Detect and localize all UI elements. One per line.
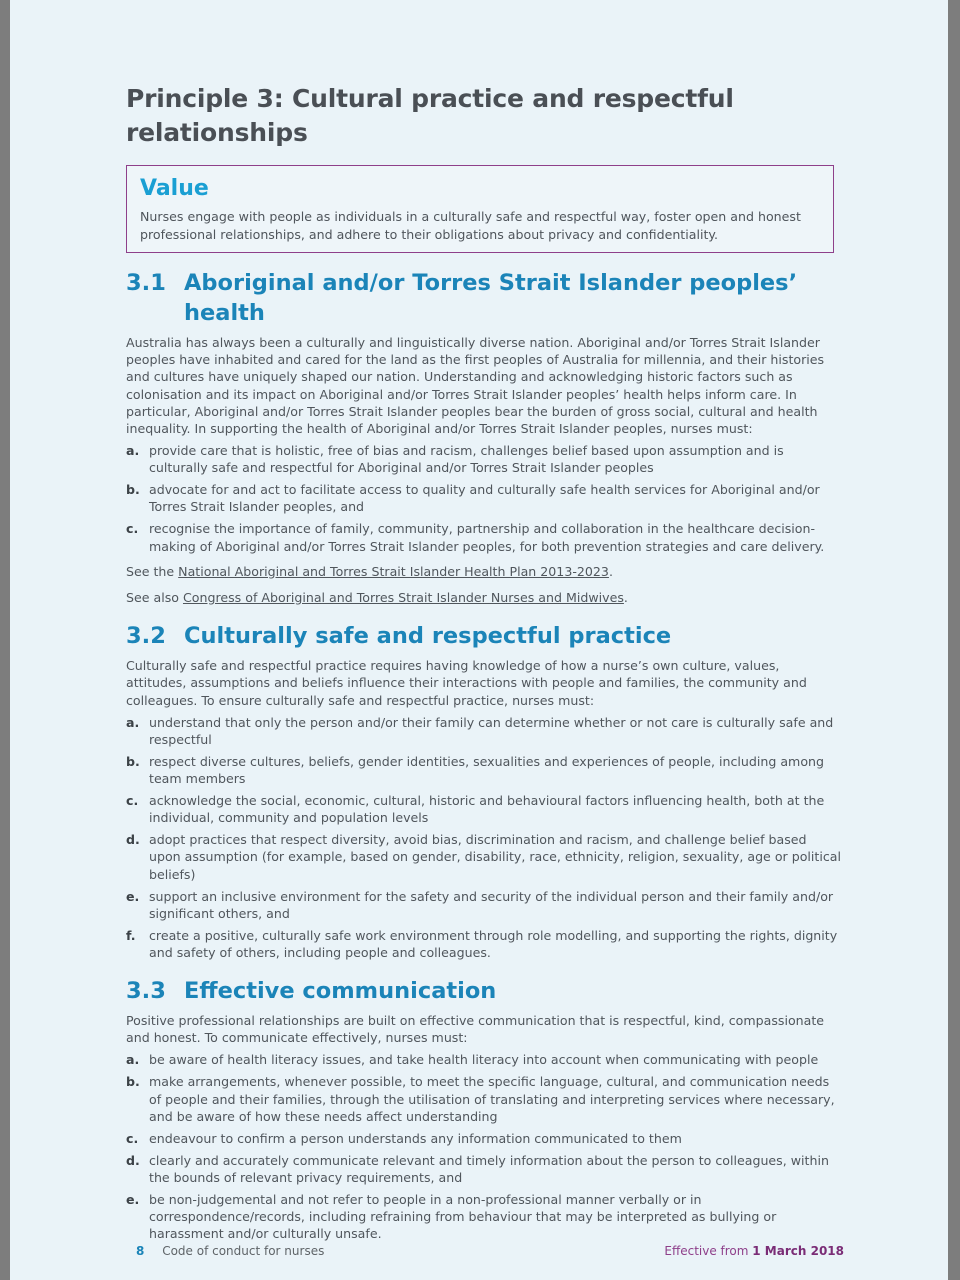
list-text: recognise the importance of family, community, partnership and collaboration in the healthcare decision-making of Aboriginal and/or Torres Strait Islander peoples, for both prevention strategies and care delivery. (149, 521, 825, 554)
section-3-3-heading (126, 976, 842, 1006)
list-item (126, 831, 842, 883)
list-item (126, 481, 842, 515)
list-item (126, 1051, 842, 1068)
see-suffix: . (623, 590, 628, 606)
list-letter: b. (126, 1074, 140, 1090)
list-item (126, 1191, 842, 1243)
list-letter: e. (126, 1192, 140, 1208)
section-3-3-intro: Positive professional relationships are built on effective communication that is respectful, kind, compassionate and honest. To communicate effectively, nurses must: (126, 1013, 825, 1046)
list-item (126, 442, 842, 476)
value-box (126, 165, 834, 253)
list-text: endeavour to confirm a person understands any information communicated to them (149, 1130, 682, 1146)
page-number: 8 (136, 1244, 145, 1258)
health-plan-link[interactable]: National Aboriginal and Torres Strait Islander Health Plan 2013-2023 (178, 563, 609, 579)
list-letter: d. (126, 1152, 140, 1168)
section-number: 3.2 (126, 623, 166, 650)
list-text: create a positive, culturally safe work environment through role modelling, and supporting the rights, dignity and safety of others, including people and colleagues. (149, 927, 838, 961)
list-item (126, 888, 842, 922)
list-text: understand that only the person and/or their family can determine whether or not care is culturally safe and respectful (149, 714, 834, 747)
principle-title (126, 82, 842, 150)
list-letter: a. (126, 443, 140, 459)
list-item (126, 1130, 842, 1147)
list-text: be non-judgemental and not refer to people in a non-professional manner verbally or in correspondence/records, including refraining from behaviour that may be interpreted as bullying or harassment and/or culturally unsafe. (149, 1192, 777, 1242)
list-letter: c. (126, 521, 139, 537)
effective-date: 1 March 2018 (752, 1244, 844, 1258)
list-text: make arrangements, whenever possible, to meet the specific language, cultural, and communication needs of people and their families, through the utilisation of translating and interpreting services where necessary, and be aware of how these needs affect understanding (149, 1074, 835, 1124)
section-3-1-list (126, 442, 842, 555)
see-prefix: See also (126, 590, 183, 606)
list-text: clearly and accurately communicate relevant and timely information about the person to colleagues, within the bounds of relevant privacy requirements, and (149, 1152, 829, 1186)
section-3-3-list (126, 1051, 842, 1242)
list-letter: b. (126, 482, 140, 498)
list-item (126, 1073, 842, 1125)
list-item (126, 753, 842, 787)
see-reference-2 (126, 589, 842, 606)
list-letter: f. (126, 927, 136, 943)
page-content (126, 82, 842, 1243)
section-3-2-intro: Culturally safe and respectful practice requires having knowledge of how a nurse’s own culture, values, attitudes, assumptions and beliefs influence their interactions with people and families, the community and colleagues. To ensure culturally safe and respectful practice, nurses must: (126, 658, 807, 708)
document-page (10, 0, 948, 1280)
section-number: 3.3 (126, 978, 166, 1005)
section-title: Effective communication (184, 978, 497, 1005)
section-number: 3.1 (126, 270, 166, 296)
list-item (126, 792, 842, 826)
section-3-1-heading (126, 268, 842, 328)
see-prefix: See the (126, 563, 179, 579)
effective-date-label (664, 1244, 844, 1258)
congress-link[interactable]: Congress of Aboriginal and Torres Strait Islander Nurses and Midwives (182, 590, 624, 606)
list-item (126, 714, 842, 748)
list-text: respect diverse cultures, beliefs, gender identities, sexualities and experiences of people, including among team members (149, 753, 825, 787)
list-letter: a. (126, 1052, 140, 1068)
section-title: Aboriginal and/or Torres Strait Islander peoples’ health (184, 270, 798, 326)
see-suffix: . (608, 563, 613, 579)
document-title: Code of conduct for nurses (162, 1244, 325, 1258)
principle-title-line1: Principle 3: Cultural practice and respectful (126, 84, 734, 113)
list-item (126, 520, 842, 554)
list-item (126, 927, 842, 961)
value-text: Nurses engage with people as individuals in a culturally safe and respectful way, foster open and honest professional relationships, and adhere to their obligations about privacy and confidentiality. (140, 209, 801, 242)
see-reference-1 (126, 563, 842, 580)
list-text: be aware of health literacy issues, and take health literacy into account when communicating with people (149, 1052, 819, 1068)
section-3-2-list (126, 714, 842, 962)
effective-prefix: Effective from (664, 1244, 753, 1258)
page-footer (136, 1244, 844, 1258)
list-letter: a. (126, 714, 140, 730)
list-letter: c. (126, 1130, 139, 1146)
section-title: Culturally safe and respectful practice (184, 623, 672, 650)
value-title: Value (140, 176, 209, 201)
list-text: adopt practices that respect diversity, avoid bias, discrimination and racism, and challenge belief based upon assumption (for example, based on gender, disability, race, ethnicity, religion, sexuality, age or political beliefs) (149, 832, 841, 882)
principle-title-line2: relationships (126, 118, 308, 147)
list-text: advocate for and act to facilitate access to quality and culturally safe health services for Aboriginal and/or Torres Strait Islander peoples, and (149, 482, 820, 515)
list-item (126, 1152, 842, 1186)
section-3-2-heading (126, 621, 842, 651)
list-text: support an inclusive environment for the safety and security of the individual person and their family and/or significant others, and (149, 888, 834, 921)
section-3-1-intro: Australia has always been a culturally and linguistically diverse nation. Aboriginal and/or Torres Strait Islander peoples have inhabited and cared for the land as the first peoples of Australia for millennia, and their histories and cultures have uniquely shaped our nation. Understanding and acknowledging historic factors such as colonisation and its impact on Aboriginal and/or Torres Strait Islander peoples’ health helps inform care. In particular, Aboriginal and/or Torres Strait Islander peoples bear the burden of gross social, cultural and health inequality. In supporting the health of Aboriginal and/or Torres Strait Islander peoples, nurses must: (126, 335, 825, 437)
list-letter: b. (126, 753, 140, 769)
list-text: provide care that is holistic, free of bias and racism, challenges belief based upon assumption and is culturally safe and respectful for Aboriginal and/or Torres Strait Islander peoples (149, 443, 784, 476)
list-text: acknowledge the social, economic, cultural, historic and behavioural factors influencing health, both at the individual, community and population levels (149, 793, 825, 826)
list-letter: c. (126, 793, 139, 809)
list-letter: e. (126, 888, 140, 904)
list-letter: d. (126, 832, 140, 848)
